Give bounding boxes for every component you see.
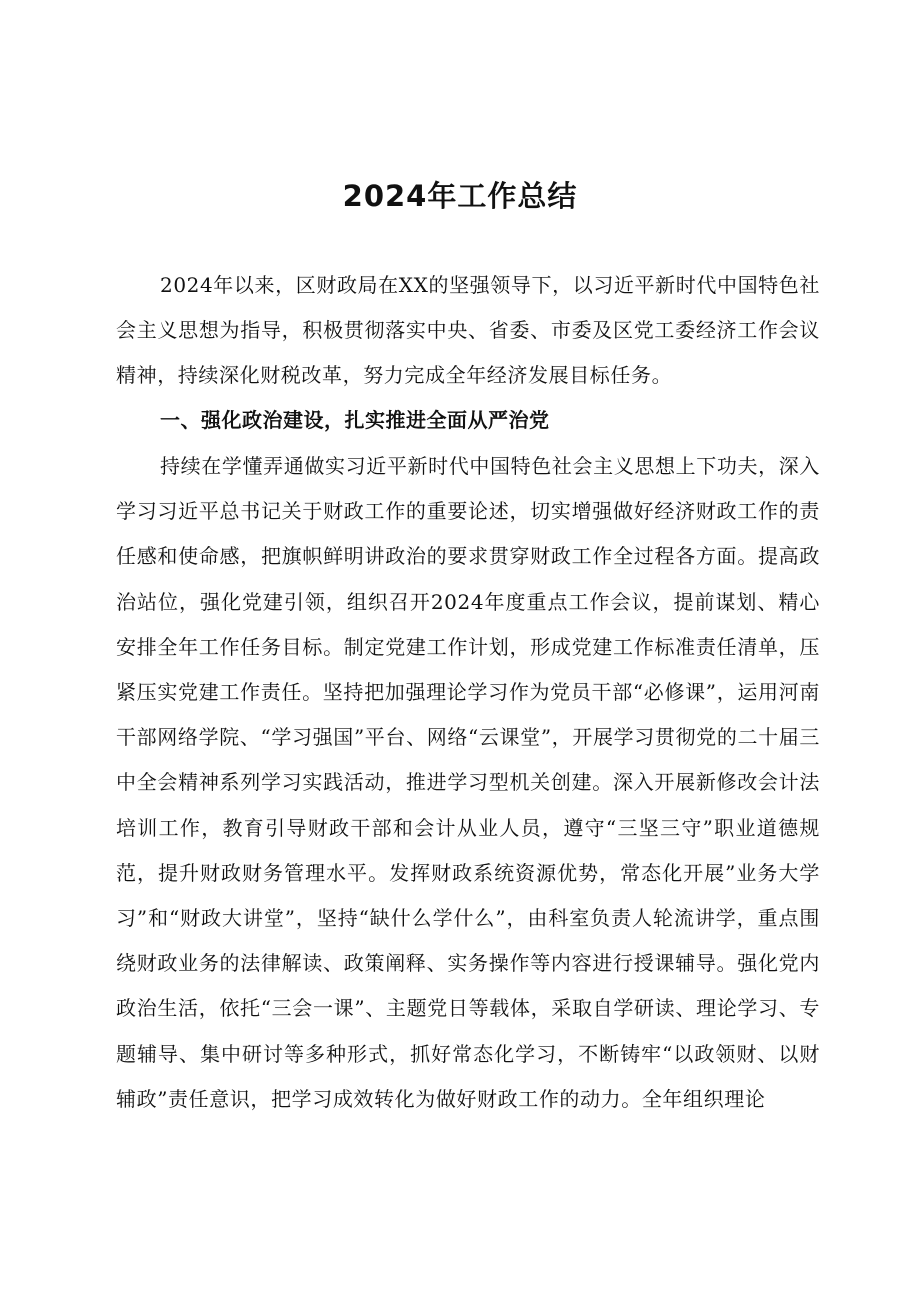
section-heading: 一、强化政治建设，扎实推进全面从严治党: [160, 408, 550, 432]
section-paragraph: 持续在学懂弄通做实习近平新时代中国特色社会主义思想上下功夫，深入学习习近平总书记关于财政工作的重要论述，切实增强做好经济财政工作的责任感和使命感，把旗帜鲜明讲政治的要求贯穿财政工作全过程各方面。提高政治站位，强化党建引领，组织召开2024年度重点工作会议，提前谋划、精心安排全年工作任务目标。制定党建工作计划，形成党建工作标准责任清单，压紧压实党建工作责任。坚持把加强理论学习作为党员干部“必修课”，运用河南干部网络学院、“学习强国”平台、网络“云课堂”，开展学习贯彻党的二十届三中全会精神系列学习实践活动，推进学习型机关创建。深入开展新修改会计法培训工作，教育引导财政干部和会计从业人员，遵守“三坚三守”职业道德规范，提升财政财务管理水平。发挥财政系统资源优势，常态化开展”业务大学习”和“财政大讲堂”，坚持“缺什么学什么”，由科室负责人轮流讲学，重点围绕财政业务的法律解读、政策阐释、实务操作等内容进行授课辅导。强化党内政治生活，依托“三会一课”、主题党日等载体，采取自学研读、理论学习、专题辅导、集中研讨等多种形式，抓好常态化学习，不断铸牢“以政领财、以财辅政”责任意识，把学习成效转化为做好财政工作的动力。全年组织理论: [116, 454, 820, 1111]
document-title: 2024年工作总结: [342, 179, 578, 213]
intro-paragraph: 2024年以来，区财政局在XX的坚强领导下，以习近平新时代中国特色社会主义思想为指导，积极贯彻落实中央、省委、市委及区党工委经济工作会议精神，持续深化财税改革，努力完成全年经济发展目标任务。: [116, 273, 820, 388]
